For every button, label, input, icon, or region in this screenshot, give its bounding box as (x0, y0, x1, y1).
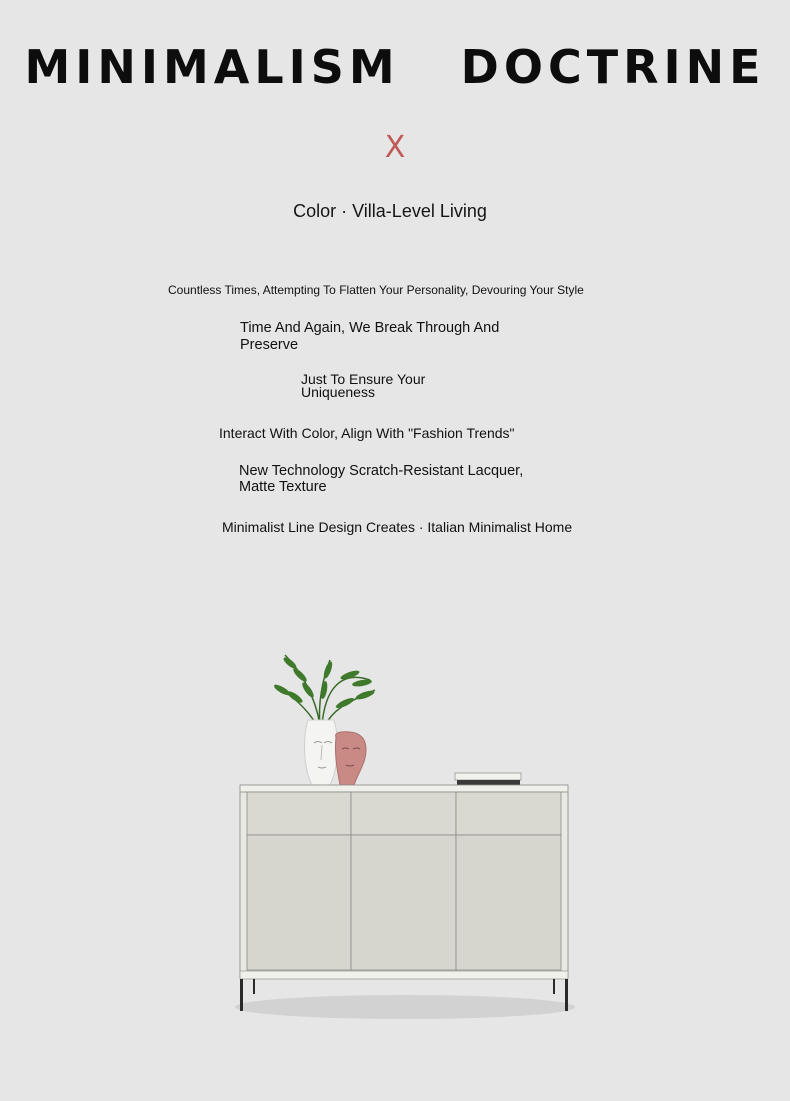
text-line-6: Minimalist Line Design Creates · Italian Minimalist Home (222, 519, 573, 535)
cabinet-top (240, 785, 568, 792)
cabinet-plinth (240, 971, 568, 979)
product-image (230, 645, 580, 1035)
separator-x: X (384, 130, 406, 165)
subtitle: Color · Villa-Level Living (293, 201, 487, 221)
book-icon (455, 773, 521, 786)
title-word-doctrine: DOCTRINE (460, 40, 766, 94)
white-face-vase-icon (305, 720, 338, 785)
text-line-1: Countless Times, Attempting To Flatten Your Personality, Devouring Your Style (168, 283, 584, 297)
text-line-5: New Technology Scratch-Resistant Lacquer, Matte Texture (239, 463, 524, 495)
text-line-3: Just To Ensure Your Uniqueness (301, 371, 426, 400)
pink-face-vase-icon (335, 732, 366, 785)
text-line-4: Interact With Color, Align With "Fashion Trends" (219, 425, 515, 441)
title-word-minimalism: MINIMALISM (24, 40, 400, 94)
floor-shadow (235, 995, 575, 1019)
text-line-2: Time And Again, We Break Through And Preserve (240, 320, 500, 353)
page-title (0, 40, 790, 94)
